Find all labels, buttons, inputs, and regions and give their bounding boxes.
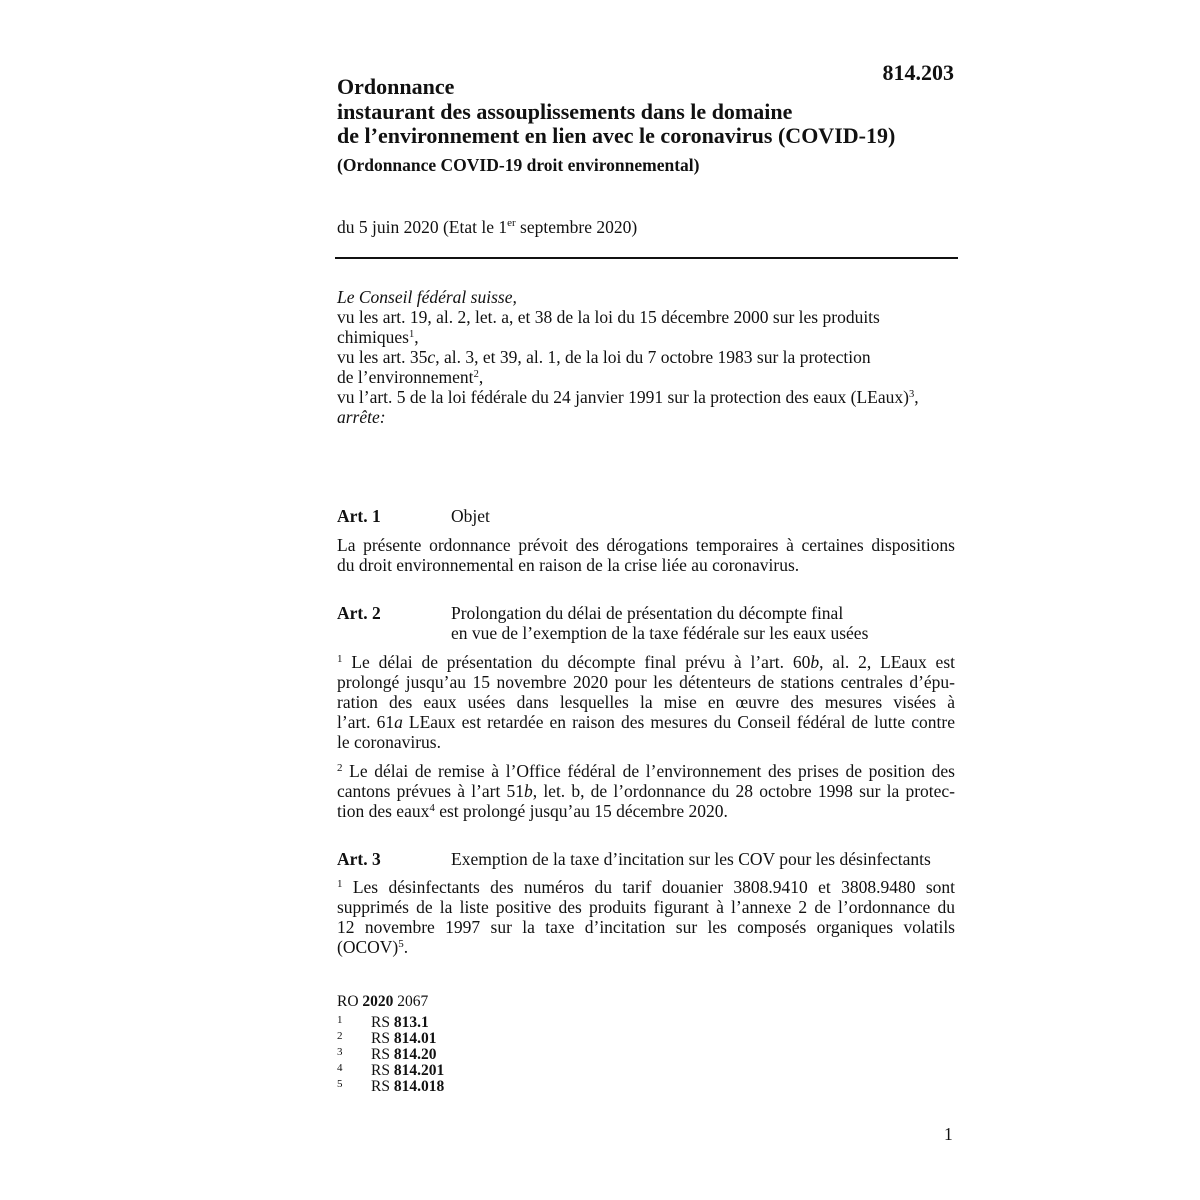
ordinance-title (337, 75, 967, 149)
paragraph-text: b (810, 652, 820, 672)
preamble-line (337, 387, 957, 407)
title-line: de l’environnement en lien avec le coronavirus (COVID-19) (337, 123, 896, 148)
paragraph-text: a (394, 712, 403, 732)
paragraph-marker: 2 (337, 762, 343, 774)
paragraph-line (337, 801, 955, 821)
preamble-authority: Le Conseil fédéral suisse, (337, 287, 517, 307)
paragraph-text: b (524, 781, 533, 801)
preamble-text: de l’environnement (337, 367, 474, 387)
date-text-end: septembre 2020) (515, 217, 638, 237)
paragraph-text: cantons prévues à l’art 51 (337, 781, 525, 801)
paragraph-line: ration des eaux usées dans lesquelles la mise en œuvre des mesures visées à (337, 692, 955, 712)
paragraph-line (337, 877, 955, 897)
paragraph-line: La présente ordonnance prévoit des dérogations temporaires à certaines dispositions (337, 535, 955, 555)
paragraph-line: le coronavirus. (337, 732, 441, 752)
preamble-line (337, 347, 957, 367)
footnote-ref-number: 814.018 (393, 1078, 445, 1095)
preamble-line: vu les art. 19, al. 2, let. a, et 38 de la loi du 15 décembre 2000 sur les produits (337, 307, 880, 327)
footnote-ref[interactable]: 3 (908, 389, 915, 400)
preamble-text: , (478, 367, 484, 387)
footnote-text[interactable] (371, 1079, 444, 1095)
paragraph-text: LEaux est retardée en raison des mesures du Conseil fédéral de lutte contre (402, 712, 955, 732)
page-number: 1 (944, 1124, 953, 1144)
paragraph-line: supprimés de la liste positive des produits figurant à l’annexe 2 de l’ordonnance du (337, 897, 955, 917)
paragraph-text: Le délai de présentation du décompte final prévu à l’art. 60 (342, 652, 811, 672)
footnote-text[interactable] (371, 1031, 436, 1047)
footnote-ref[interactable]: 5 (398, 938, 404, 950)
paragraph-text: l’art. 61 (337, 712, 395, 732)
publication-page: 2067 (393, 993, 429, 1010)
footnote-prefix: RS (371, 1046, 394, 1063)
paragraph-text: est prolongé jusqu’au 15 décembre 2020. (434, 801, 728, 821)
paragraph-line (337, 761, 955, 781)
article-number: Art. 1 (337, 506, 381, 526)
footnote-number: 2 (337, 1030, 343, 1042)
paragraph-line (337, 781, 955, 801)
paragraph-line: prolongé jusqu’au 15 novembre 2020 pour les détenteurs de stations centrales d’épu- (337, 672, 955, 692)
paragraph-text: Le délai de remise à l’Office fédéral de l’environnement des prises de position des (342, 761, 955, 781)
paragraph-line: du droit environnemental en raison de la crise liée au coronavirus. (337, 555, 800, 575)
paragraph-text: , al. 2, LEaux est (819, 652, 955, 672)
article-number: Art. 2 (337, 603, 381, 623)
paragraph-line: 12 novembre 1997 sur la taxe d’incitation sur les composés organiques volatils (337, 917, 955, 937)
preamble-text: , (414, 327, 419, 347)
paragraph-marker: 1 (337, 878, 343, 890)
article-3-paragraph-1 (337, 877, 955, 957)
preamble-text: c (427, 347, 436, 367)
footnote-ref-number: 814.201 (393, 1062, 445, 1079)
date-text: du 5 juin 2020 (Etat le 1 (337, 217, 508, 237)
title-divider (335, 257, 958, 259)
paragraph-text: tion des eaux (337, 801, 430, 821)
footnote-number: 5 (337, 1078, 343, 1090)
article-number: Art. 3 (337, 849, 381, 869)
ordinance-date (337, 215, 637, 239)
publication-year: 2020 (362, 993, 394, 1010)
preamble-text: , al. 3, et 39, al. 1, de la loi du 7 octobre 1983 sur la protection (435, 347, 871, 367)
preamble-line (337, 367, 957, 387)
footnote-ref[interactable]: 4 (429, 802, 435, 814)
publication-prefix: RO (337, 993, 363, 1010)
footnote-number: 1 (337, 1014, 343, 1026)
article-1-paragraph (337, 535, 955, 575)
sr-number: 814.203 (882, 60, 954, 85)
footnote-text[interactable] (371, 1047, 436, 1063)
date-superscript: er (507, 217, 516, 229)
footnote-prefix: RS (371, 1078, 394, 1095)
footnote-text[interactable] (371, 1063, 444, 1079)
paragraph-line (337, 937, 955, 957)
article-2-paragraph-2 (337, 761, 955, 821)
footnote-prefix: RS (371, 1062, 394, 1079)
footnote-prefix: RS (371, 1030, 394, 1047)
footnote-ref-number: 814.20 (393, 1046, 437, 1063)
footnote-text[interactable] (371, 1015, 429, 1031)
paragraph-marker: 1 (337, 653, 343, 665)
preamble-text: vu les art. 35 (337, 347, 428, 367)
preamble (337, 287, 957, 427)
title-line: Ordonnance (337, 74, 455, 99)
article-title-line: Objet (451, 506, 490, 526)
footnote-number: 3 (337, 1046, 343, 1058)
publication-reference (337, 993, 428, 1011)
footnote-prefix: RS (371, 1014, 394, 1031)
footnote-ref-number: 813.1 (393, 1014, 429, 1031)
article-title-line: en vue de l’exemption de la taxe fédérale sur les eaux usées (451, 623, 869, 643)
paragraph-text: (OCOV) (337, 937, 399, 957)
article-title (451, 506, 490, 526)
article-title-line: Prolongation du délai de présentation du décompte final (451, 603, 844, 623)
paragraph-line (337, 712, 955, 732)
footnote-ref-number: 814.01 (393, 1030, 437, 1047)
title-line: instaurant des assouplissements dans le domaine (337, 98, 793, 124)
preamble-text: chimiques (337, 327, 409, 347)
preamble-decree: arrête: (337, 407, 386, 427)
paragraph-line (337, 652, 955, 672)
article-title (451, 603, 868, 643)
paragraph-text: , let. b, de l’ordonnance du 28 octobre 1998 sur la protec- (532, 781, 955, 801)
preamble-line (337, 327, 957, 347)
short-title: (Ordonnance COVID-19 droit environnemental) (337, 155, 700, 175)
preamble-text: , (914, 387, 919, 407)
article-title-line: Exemption de la taxe d’incitation sur les COV pour les désinfectants (451, 849, 931, 869)
paragraph-text: Les désinfectants des numéros du tarif douanier 3808.9410 et 3808.9480 sont (342, 877, 955, 897)
footnote-ref[interactable]: 1 (408, 329, 415, 340)
paragraph-text: . (403, 937, 409, 957)
footnote-number: 4 (337, 1062, 343, 1074)
footnote-ref[interactable]: 2 (473, 369, 479, 380)
article-title (451, 849, 931, 869)
preamble-text: vu l’art. 5 de la loi fédérale du 24 janvier 1991 sur la protection des eaux (LEaux) (337, 387, 909, 407)
article-2-paragraph-1 (337, 652, 955, 752)
